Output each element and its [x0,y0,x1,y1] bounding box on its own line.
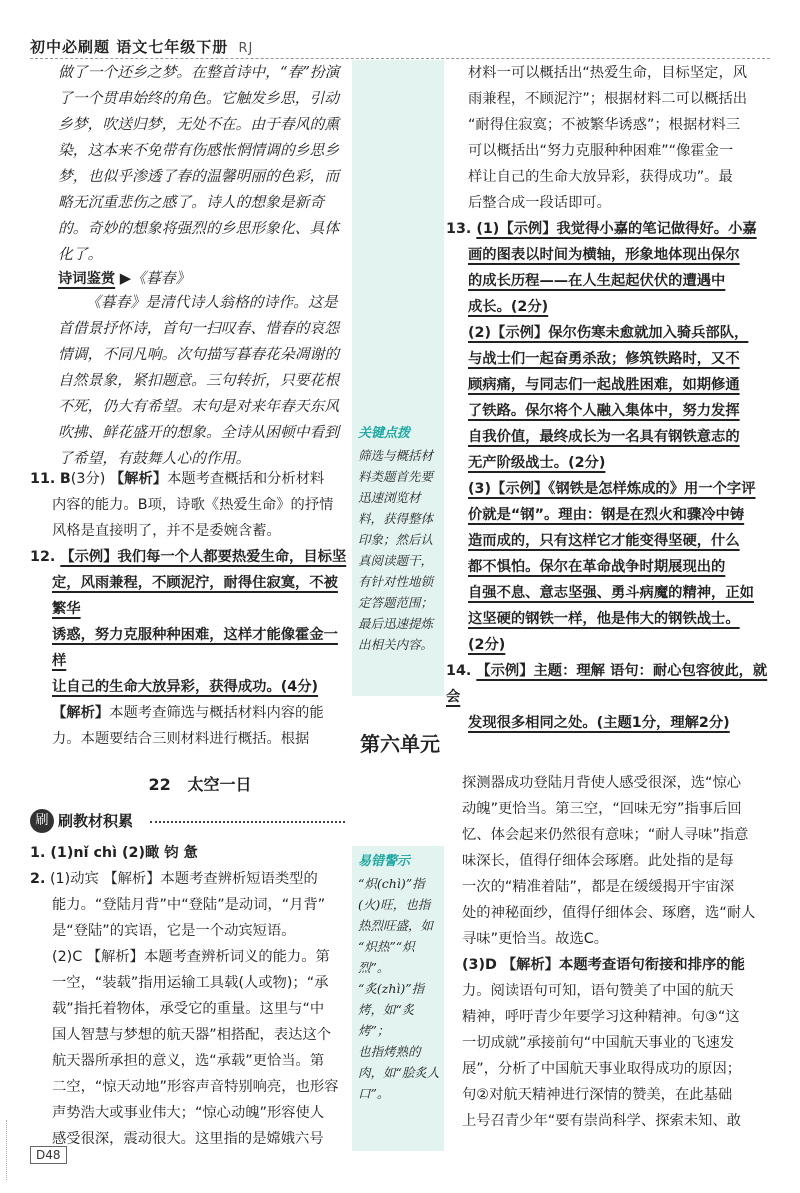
edition-label: RJ [238,41,254,56]
text-line: 自然景象，紧扣题意。三句转折，只要花根 [58,372,340,389]
text-line: 雨兼程，不顾泥泞”；根据材料二可以概括出 [468,91,748,107]
lesson-title [100,772,300,795]
text-line: (2)C 【解析】本题考查辨析词义的能力。第 [52,949,330,965]
text-line: 首借景抒怀诗，首句一扫叹春、惜春的哀怨 [58,320,340,337]
text-line: 的。奇妙的想象将强烈的乡思形象化、具体 [58,220,340,237]
question-number: 2. [30,871,46,887]
text-line: 感受很深，震动很大。这里指的是嫦娥六号 [52,1131,324,1147]
text-line: 味深长，值得仔细体会琢磨。此处指的是每 [462,853,734,869]
page-number: D48 [30,1146,67,1164]
analysis-tag: 【解析】 [109,471,168,487]
text-line: 二空，“惊天动地”形容声音特别响亮，也形容 [52,1079,339,1095]
text-line: 后整合成一段话即可。 [468,195,611,211]
text-line: 让自己的生命大放异彩，获得成功。(4分) [52,679,319,695]
tip-sidebar-1 [352,60,444,696]
tip-title: 易错警示 [358,854,411,869]
text-line: 造而成的，只有这样它才能变得坚硬，什么 [468,533,740,549]
text-line: 了铁路。保尔将个人融入集体中，努力发挥 [468,403,740,419]
text-line: 忆、体会起来仍然很有意味；“耐人寻味”指意 [462,827,749,843]
text-line: 【示例】我们每一个人都要热爱生命，目标坚 [60,549,347,565]
text-line: 一次的“精准着陆”，都是在缓缓揭开宇宙深 [462,879,735,895]
text-line: 情调，不同凡响。次句描写暮春花朵凋谢的 [58,346,340,363]
text-line: 诱惑，努力克服种种困难，这样才能像霍金一样 [52,627,338,669]
text-line: 略无沉重悲伤之感了。诗人的想象是新奇 [58,194,325,211]
text-line: 是“登陆”的宾语，它是一个动宾短语。 [52,923,296,939]
text-line: 航天器所承担的意义，选“承载”更恰当。第 [52,1053,325,1069]
tip-line: (火)旺，也指 [358,897,431,912]
tip-line: 有针对性地锁 [358,574,434,589]
text-line: (1)【示例】我觉得小嘉的笔记做得好。小嘉 [476,221,757,237]
text-line: (3)【示例】《钢铁是怎样炼成的》用一个字评 [468,481,756,497]
lesson-name: 太空一日 [187,775,252,794]
tip-sidebar-2 [352,846,444,1151]
text-line: 本题考查概括和分析材料 [167,471,325,487]
text-line: 一切成就”承接前句“中国航天事业的飞速发 [462,1035,735,1051]
tip-line: “炽(chì)”指 [358,876,425,891]
text-line: 材料一可以概括出“热爱生命，目标坚定，风 [468,65,748,81]
tip-line: 热烈旺盛，如 [358,918,434,933]
question-11 [30,466,350,544]
left-top-text [58,60,358,268]
tip-line: 出相关内容。 [358,637,434,652]
text-line: 动魄”更恰当。第三空，“回味无穷”指事后回 [462,801,742,817]
text-line: 风格是直接明了，并不是委婉含蓄。 [52,523,281,539]
text-line: 梦，也似乎渗透了春的温馨明丽的色彩，而 [58,168,340,185]
question-12 [30,544,350,752]
question-number: 12. [30,549,56,565]
lesson-number: 22 [148,775,171,794]
section-label: 刷教材积累 [58,812,134,830]
text-line: 力。本题要结合三则材料进行概括。根据 [52,731,310,747]
tip-line: 迅速浏览材 [358,490,421,505]
text-line: 【示例】主题：理解 语句：耐心包容彼此，就会 [446,663,768,705]
text-line: (3)D 【解析】本题考查语句衔接和排序的能 [462,957,745,973]
page-corner-mark [6,1120,27,1180]
tip-line: 也指烤熟的 [358,1044,421,1059]
right-top-text [446,60,776,736]
poem-analysis [58,290,358,472]
text-line: 定，风雨兼程，不顾泥泞，耐得住寂寞，不被繁华 [52,575,338,617]
text-line: 载”指托着物体，承受它的重量。这里与“中 [52,1001,325,1017]
tip-line: 筛选与概括材 [358,448,434,463]
score: (3分) [70,471,106,487]
tip-line: 烤，如“炙烤”； [358,1002,415,1038]
text-line: 句②对航天精神进行深情的赞美，在此基础 [462,1087,733,1103]
text-line: 这坚硬的钢铁一样，他是伟大的钢铁战士。 [468,611,740,627]
tip-line: 真阅读题干， [358,553,434,568]
tip-line: 料类题首先要 [358,469,434,484]
header-divider [30,58,770,59]
text-line: 国人智慧与梦想的航天器”相搭配，表达这个 [52,1027,332,1043]
question-number: 1. [30,845,46,861]
question-13 [446,216,776,658]
tip-title: 关键点拨 [358,426,411,441]
question-number: 11. [30,471,56,487]
bottom-left-text [30,840,350,1152]
text-line: 处的神秘面纱，值得仔细体会、琢磨，选“耐人 [462,905,756,921]
text-line: 精神，呼吁青少年要学习这种精神。句③“这 [462,1009,740,1025]
text-line: 探测器成功登陆月背使人感受很深，选“惊心 [462,775,742,791]
text-line: 价就是“钢”。理由：钢是在烈火和骤冷中铸 [468,507,745,523]
brush-badge-icon: 刷 [30,809,54,833]
text-line: 可以概括出“努力克服种种困难”“像霍金一 [468,143,734,159]
tip-line: 印象；然后认 [358,532,434,547]
text-line: 力。阅读语句可知，语句赞美了中国的航天 [462,983,734,999]
text-line: (1)nǐ chì (2)瞰 钧 惫 [50,845,198,861]
tip-line: 料，获得整体 [358,511,434,526]
text-line: (2)【示例】保尔伤寒未愈就加入骑兵部队， [468,325,749,341]
text-line: (1)动宾 【解析】本题考查辨析短语类型的 [49,871,318,887]
tip-line: 最后迅速提炼 [358,616,434,631]
poem-title: ▶《暮春》 [119,270,191,287]
question-number: 14. [446,663,472,679]
text-line: 都不惧怕。保尔在革命战争时期展现出的 [468,559,726,575]
text-line: 染，这本来不免带有伤感怅惘情调的乡思乡 [58,142,340,159]
text-line: 自强不息、意志坚强、勇斗病魔的精神，正如 [468,585,754,601]
page-header [30,36,253,57]
tip-line: “炙(zhì)”指 [358,981,425,996]
question-number: 13. [446,221,472,237]
text-line: 成长。(2分) [468,299,549,315]
unit-title: 第六单元 [360,732,440,756]
text-line: 本题考查筛选与概括材料内容的能 [109,705,324,721]
text-line: 吹拂、鲜花盛开的想象。全诗从困顿中看到 [58,424,340,441]
answer-letter: B [59,471,71,487]
section-banner [30,807,345,835]
text-line: 乡梦，吹送归梦，无处不在。由于春风的熏 [58,116,340,133]
text-line: 自我价值，最终成长为一名具有钢铁意志的 [468,429,740,445]
text-line: “耐得住寂寞；不被繁华诱惑”；根据材料三 [468,117,741,133]
tip-line: 口”。 [358,1086,390,1101]
dotted-divider [150,821,345,823]
text-line: 一空，“装载”指用运输工具载(人或物)；“承 [52,975,329,991]
text-line: 展”，分析了中国航天事业取得成功的原因； [462,1061,742,1077]
question-14 [446,658,776,736]
text-line: 发现很多相同之处。(主题1分，理解2分) [468,715,730,731]
text-line: (2分) [468,637,506,653]
text-line: 的成长历程——在人生起起伏伏的遭遇中 [468,273,726,289]
text-line: 做了一个还乡之梦。在整首诗中，“春”扮演 [58,64,340,81]
text-line: 《暮春》是清代诗人翁格的诗作。这是 [86,294,338,311]
text-line: 样让自己的生命大放异彩，获得成功”。最 [468,169,733,185]
text-line: 顾病痛，与同志们一起战胜困难，如期修通 [468,377,740,393]
text-line: 上号召青少年“要有崇尚科学、探索未知、敢 [462,1113,742,1129]
tip-line: “炽热”“炽烈”。 [358,939,415,975]
poem-heading [58,266,358,292]
text-line: 了希望，有鼓舞人心的作用。 [58,450,251,467]
bottom-right-text [462,770,782,1134]
text-line: 内容的能力。B项，诗歌《热爱生命》的抒情 [52,497,334,513]
text-line: 无产阶级战士。(2分) [468,455,606,471]
tip-line: 定答题范围； [358,595,434,610]
text-line: 能力。“登陆月背”中“登陆”是动词，“月背” [52,897,326,913]
book-title: 初中必刷题 语文七年级下册 [30,38,229,56]
text-line: 声势浩大或事业伟大；“惊心动魄”形容使人 [52,1105,325,1121]
tip-line: 肉，如“脍炙人 [358,1065,440,1080]
text-line: 与战士们一起奋勇杀敌；修筑铁路时，又不 [468,351,740,367]
text-line: 寻味”更恰当。故选C。 [462,931,609,947]
analysis-tag: 【解析】 [52,705,110,721]
text-line: 画的图表以时间为横轴，形象地体现出保尔 [468,247,740,263]
poem-label: 诗词鉴赏 [58,271,116,287]
text-line: 了一个贯串始终的角色。它触发乡思，引动 [58,90,340,107]
text-line: 不死，仍大有希望。末句是对来年春天东风 [58,398,340,415]
text-line: 化了。 [58,246,103,263]
